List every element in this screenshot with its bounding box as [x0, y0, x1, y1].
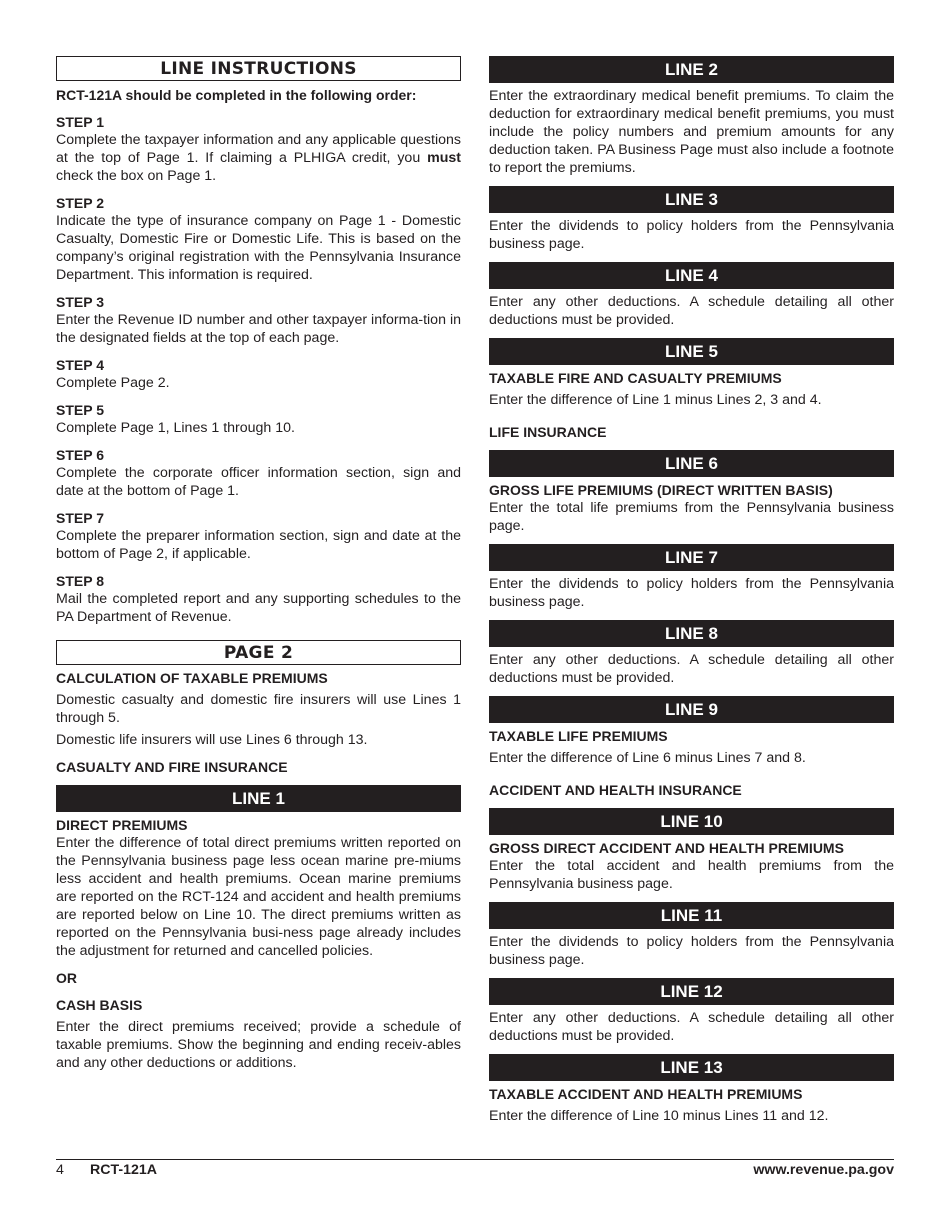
step-4 [56, 356, 461, 392]
line-4-text: Enter any other deductions. A schedule detailing all other deductions must be provided. [489, 294, 894, 328]
website-link[interactable]: www.revenue.pa.gov [753, 1162, 894, 1178]
line-4-heading: LINE 4 [489, 262, 894, 289]
step-title: STEP 4 [56, 357, 104, 373]
line-5-sub: TAXABLE FIRE AND CASUALTY PREMIUMS [489, 370, 782, 386]
line-6-heading: LINE 6 [489, 450, 894, 477]
line-6-sub: GROSS LIFE PREMIUMS (DIRECT WRITTEN BASIS) [489, 482, 833, 498]
step-title: STEP 2 [56, 195, 104, 211]
step-title: STEP 8 [56, 573, 104, 589]
line-2-text: Enter the extraordinary medical benefit premiums. To claim the deduction for extraordinary medical benefit premiums, you must include the policy numbers and premium amounts for any deduction taken. PA Business Page must also include a footnote to report the premiums. [489, 88, 894, 176]
step-title: STEP 6 [56, 447, 104, 463]
cash-basis-text: Enter the direct premiums received; provide a schedule of taxable premiums. Show the beginning and ending receiv-ables and any other deductions or additions. [56, 1019, 461, 1071]
step-8 [56, 572, 461, 626]
step-text: Indicate the type of insurance company on Page 1 - Domestic Casualty, Domestic Fire or Domestic Life. This is based on the company’s original registration with the Pennsylvania Insurance Department. This information is required. [56, 213, 461, 283]
line-6-text: Enter the total life premiums from the Pennsylvania business page. [489, 500, 894, 534]
life-insurance-heading: LIFE INSURANCE [489, 424, 607, 440]
step-text: Complete Page 1, Lines 1 through 10. [56, 420, 295, 436]
line-7-text: Enter the dividends to policy holders from the Pennsylvania business page. [489, 576, 894, 610]
line-10-heading: LINE 10 [489, 808, 894, 835]
step-text: Enter the Revenue ID number and other taxpayer informa-tion in the designated fields at the top of each page. [56, 312, 461, 346]
line-8-text: Enter any other deductions. A schedule detailing all other deductions must be provided. [489, 652, 894, 686]
line-9-heading: LINE 9 [489, 696, 894, 723]
line-11-heading: LINE 11 [489, 902, 894, 929]
line-13-heading: LINE 13 [489, 1054, 894, 1081]
step-title: STEP 5 [56, 402, 104, 418]
calc-text-2: Domestic life insurers will use Lines 6 through 13. [56, 732, 368, 748]
or-label: OR [56, 970, 77, 986]
line-12-text: Enter any other deductions. A schedule detailing all other deductions must be provided. [489, 1010, 894, 1044]
cash-basis-heading: CASH BASIS [56, 997, 143, 1013]
step-2 [56, 194, 461, 284]
calc-text-1: Domestic casualty and domestic fire insurers will use Lines 1 through 5. [56, 692, 461, 726]
step-text: Complete Page 2. [56, 375, 170, 391]
line-13-text: Enter the difference of Line 10 minus Lines 11 and 12. [489, 1108, 829, 1124]
line-9-sub: TAXABLE LIFE PREMIUMS [489, 728, 668, 744]
step-3 [56, 293, 461, 347]
line-7-heading: LINE 7 [489, 544, 894, 571]
step-text: Complete the corporate officer information section, sign and date at the bottom of Page 1. [56, 465, 461, 499]
line-1-heading: LINE 1 [56, 785, 461, 812]
line-3-heading: LINE 3 [489, 186, 894, 213]
line-8-heading: LINE 8 [489, 620, 894, 647]
accident-health-heading: ACCIDENT AND HEALTH INSURANCE [489, 782, 742, 798]
line-1-text: Enter the difference of total direct premiums written reported on the Pennsylvania business page less ocean marine pre-miums less accident and health premiums. Ocean marine premiums are reported on the RCT-124 and accident and health premiums are reported below on Line 10. The direct premiums written as reported on the Pennsylvania busi-ness page already includes the adjustment for returned and cancelled policies. [56, 835, 461, 959]
line-13-sub: TAXABLE ACCIDENT AND HEALTH PREMIUMS [489, 1086, 803, 1102]
line-2-heading: LINE 2 [489, 56, 894, 83]
line-10-sub: GROSS DIRECT ACCIDENT AND HEALTH PREMIUMS [489, 840, 844, 856]
line-9-text: Enter the difference of Line 6 minus Lines 7 and 8. [489, 750, 806, 766]
right-column [489, 56, 894, 1125]
page-2-heading: PAGE 2 [56, 640, 461, 665]
step-1 [56, 113, 461, 185]
line-11-text: Enter the dividends to policy holders from the Pennsylvania business page. [489, 934, 894, 968]
line-1-sub: DIRECT PREMIUMS [56, 817, 188, 833]
step-6 [56, 446, 461, 500]
step-text: Complete the taxpayer information and any applicable questions at the top of Page 1. If claiming a PLHIGA credit, you must check the box on Page 1. [56, 132, 461, 184]
step-text: Complete the preparer information section, sign and date at the bottom of Page 2, if applicable. [56, 528, 461, 562]
line-10-text: Enter the total accident and health premiums from the Pennsylvania business page. [489, 858, 894, 892]
order-lead: RCT-121A should be completed in the following order: [56, 87, 417, 103]
form-number: RCT-121A [90, 1162, 158, 1178]
footer-divider [56, 1159, 894, 1160]
line-5-text: Enter the difference of Line 1 minus Lines 2, 3 and 4. [489, 392, 822, 408]
step-text: Mail the completed report and any supporting schedules to the PA Department of Revenue. [56, 591, 461, 625]
step-7 [56, 509, 461, 563]
step-5 [56, 401, 461, 437]
step-title: STEP 7 [56, 510, 104, 526]
line-5-heading: LINE 5 [489, 338, 894, 365]
line-instructions-heading: LINE INSTRUCTIONS [56, 56, 461, 81]
calc-heading: CALCULATION OF TAXABLE PREMIUMS [56, 670, 328, 686]
line-12-heading: LINE 12 [489, 978, 894, 1005]
casualty-heading: CASUALTY AND FIRE INSURANCE [56, 759, 288, 775]
step-title: STEP 3 [56, 294, 104, 310]
step-title: STEP 1 [56, 114, 104, 130]
left-column [56, 56, 461, 1072]
page-number: 4 [56, 1162, 64, 1178]
line-3-text: Enter the dividends to policy holders from the Pennsylvania business page. [489, 218, 894, 252]
